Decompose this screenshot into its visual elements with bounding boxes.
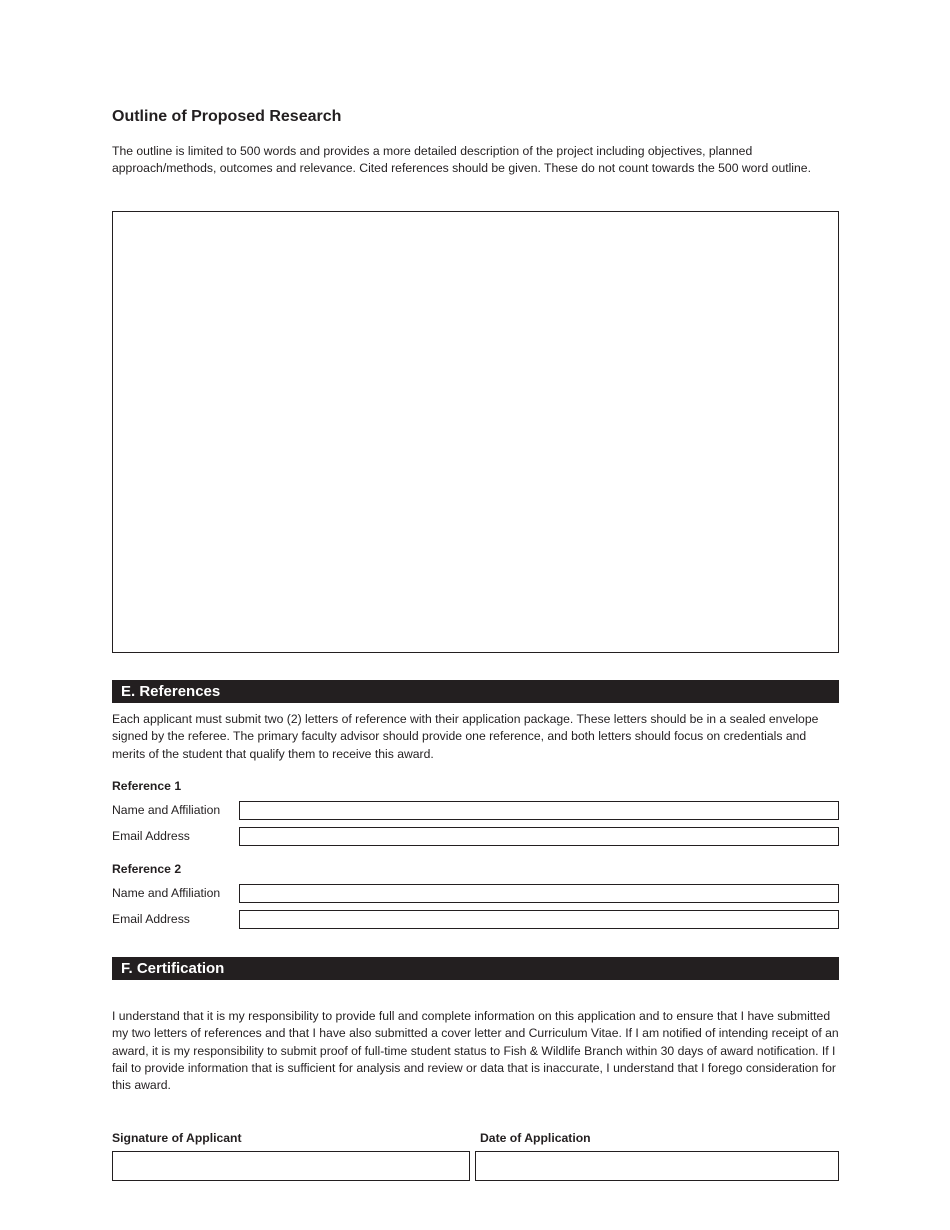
references-description: Each applicant must submit two (2) letters of reference with their application package. These letters should be in a sealed envelope signed by the referee. The primary faculty advisor should provide one reference, and both letters should focus on credentials and merits of the student that qualify them to receive this award. — [112, 712, 819, 761]
reference-2-name-field[interactable] — [239, 884, 839, 903]
reference-2-heading: Reference 2 — [112, 862, 182, 876]
reference-1-email-label: Email Address — [112, 829, 190, 843]
reference-2-email-label: Email Address — [112, 912, 190, 926]
reference-2-email-field[interactable] — [239, 910, 839, 929]
outline-text-field[interactable] — [112, 211, 839, 653]
reference-1-name-label: Name and Affiliation — [112, 803, 221, 817]
date-of-application-label: Date of Application — [480, 1131, 591, 1145]
signature-label: Signature of Applicant — [112, 1131, 242, 1145]
reference-2-name-label: Name and Affiliation — [112, 886, 221, 900]
reference-1-email-field[interactable] — [239, 827, 839, 846]
reference-1-heading: Reference 1 — [112, 779, 182, 793]
outline-description: The outline is limited to 500 words and provides a more detailed description of the project including objectives, planned approach/methods, outcomes and relevance. Cited references should be given. These do not count towards the 500 word outline. — [112, 144, 811, 176]
outline-title: Outline of Proposed Research — [112, 108, 342, 125]
reference-1-name-field[interactable] — [239, 801, 839, 820]
date-of-application-field[interactable] — [475, 1151, 839, 1181]
certification-section-header: F. Certification — [112, 957, 839, 980]
signature-field[interactable] — [112, 1151, 470, 1181]
certification-statement: I understand that it is my responsibility to provide full and complete information on this application and to ensure that I have submitted my two letters of references and that I have also submitted a cover letter and Curriculum Vitae. If I am notified of intending receipt of an award, it is my responsibility to submit proof of full-time student status to Fish & Wildlife Branch within 30 days of award notification. If I fail to provide information that is sufficient for analysis and review or data that is inaccurate, I understand that I forego consideration for this award. — [112, 1009, 839, 1093]
references-section-header: E. References — [112, 680, 839, 703]
